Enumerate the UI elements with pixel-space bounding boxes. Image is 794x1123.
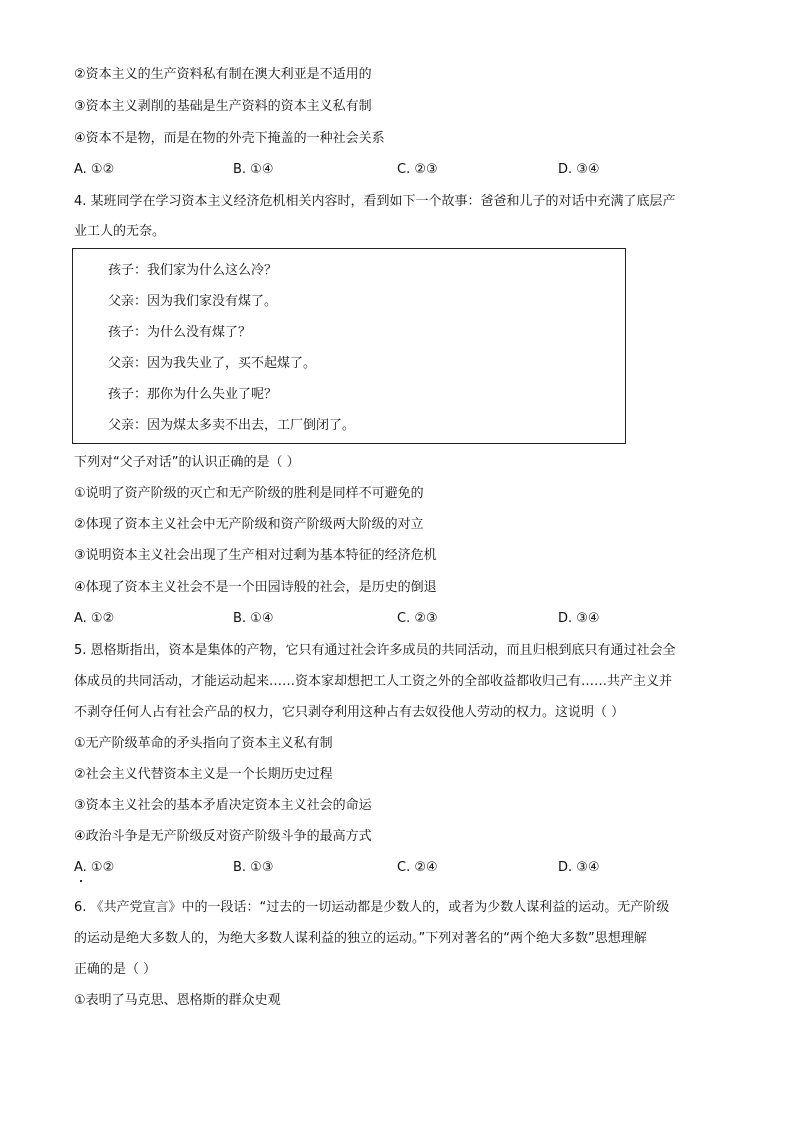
- q3-option-d: D. ③④: [558, 162, 600, 177]
- q5-option-c: C. ②④: [397, 860, 438, 875]
- q5-stem-line-3: 不剥夺任何人占有社会产品的权力，它只剥夺利用这种占有去奴役他人劳动的权力。这说明（ ）: [74, 705, 625, 720]
- q4-option-a: A. ①②: [74, 611, 115, 626]
- dialogue-line: 孩子：我们家为什么这么冷？: [108, 263, 278, 278]
- q4-item-4: ④体现了资本主义社会不是一个田园诗般的社会，是历史的倒退: [74, 580, 437, 595]
- q4-option-c: C. ②③: [397, 611, 438, 626]
- stray-dot: [80, 880, 82, 882]
- q6-stem-line-1: 6. 《共产党宣言》中的一段话：“过去的一切运动都是少数人的，或者为少数人谋利益的运动。无产阶级: [74, 900, 670, 915]
- q3-option-b: B. ①④: [233, 162, 274, 177]
- q6-item-1: ①表明了马克思、恩格斯的群众史观: [74, 993, 281, 1008]
- q5-item-3: ③资本主义社会的基本矛盾决定资本主义社会的命运: [74, 798, 372, 813]
- dialogue-line: 父亲：因为我失业了，买不起煤了。: [108, 356, 317, 371]
- q5-option-b: B. ①③: [233, 860, 274, 875]
- q4-question: 下列对“父子对话”的认识正确的是（ ）: [74, 455, 300, 470]
- q5-option-a: A. ①②: [74, 860, 115, 875]
- q4-item-3: ③说明资本主义社会出现了生产相对过剩为基本特征的经济危机: [74, 548, 437, 563]
- q3-option-a: A. ①②: [74, 162, 115, 177]
- q5-option-d: D. ③④: [558, 860, 600, 875]
- q4-option-b: B. ①④: [233, 611, 274, 626]
- q5-stem-line-1: 5. 恩格斯指出，资本是集体的产物，它只有通过社会许多成员的共同活动，而且归根到底只有通过社会全: [74, 643, 676, 658]
- q5-item-2: ②社会主义代替资本主义是一个长期历史过程: [74, 767, 333, 782]
- dialogue-line: 父亲：因为煤太多卖不出去，工厂倒闭了。: [108, 418, 356, 433]
- q4-option-d: D. ③④: [558, 611, 600, 626]
- dialogue-line: 孩子：那你为什么失业了呢？: [108, 387, 278, 402]
- q6-stem-line-2: 的运动是绝大多数人的，为绝大多数人谋利益的独立的运动。”下列对著名的“两个绝大多数”思想理解: [74, 931, 647, 946]
- q4-stem-line-1: 4. 某班同学在学习资本主义经济危机相关内容时，看到如下一个故事：爸爸和儿子的对话中充满了底层产: [74, 194, 676, 209]
- q5-item-1: ①无产阶级革命的矛头指向了资本主义私有制: [74, 736, 333, 751]
- q4-item-2: ②体现了资本主义社会中无产阶级和资产阶级两大阶级的对立: [74, 517, 424, 532]
- q5-item-4: ④政治斗争是无产阶级反对资产阶级斗争的最高方式: [74, 829, 372, 844]
- q4-stem-line-2: 业工人的无奈。: [74, 224, 166, 239]
- q3-item-2: ②资本主义的生产资料私有制在澳大利亚是不适用的: [74, 67, 372, 82]
- q3-item-4: ④资本不是物，而是在物的外壳下掩盖的一种社会关系: [74, 131, 385, 146]
- q4-item-1: ①说明了资产阶级的灭亡和无产阶级的胜利是同样不可避免的: [74, 486, 424, 501]
- dialogue-line: 父亲：因为我们家没有煤了。: [108, 294, 278, 309]
- q5-stem-line-2: 体成员的共同活动，才能运动起来……资本家却想把工人工资之外的全部收益都收归己有……共产主义并: [74, 674, 673, 689]
- dialogue-line: 孩子：为什么没有煤了？: [108, 325, 252, 340]
- q3-item-3: ③资本主义剥削的基础是生产资料的资本主义私有制: [74, 99, 372, 114]
- q3-option-c: C. ②③: [397, 162, 438, 177]
- q6-stem-line-3: 正确的是（ ）: [74, 962, 157, 977]
